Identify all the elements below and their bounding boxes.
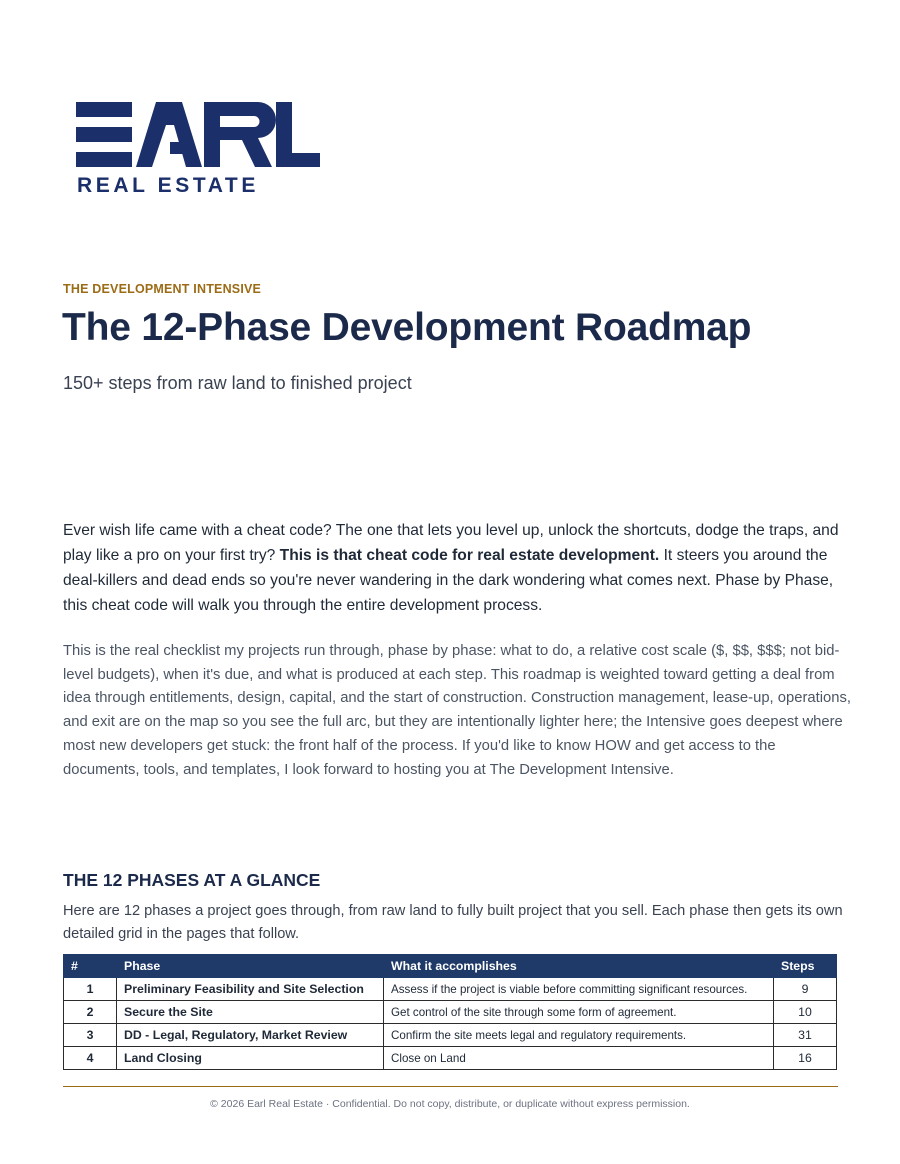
intro-paragraph xyxy=(63,518,853,618)
phase-description: Assess if the project is viable before committing significant resources. xyxy=(384,978,774,1001)
phase-number: 4 xyxy=(64,1047,117,1070)
intro-lead: Ever wish life came with a cheat code? The one that lets you level up, unlock the shortcuts, dodge the traps, and play like a pro on your first try? xyxy=(63,522,839,564)
phase-number: 1 xyxy=(64,978,117,1001)
table-row xyxy=(64,1047,837,1070)
intro-rest: It steers you around the deal-killers and dead ends so you're never wandering in the dark wondering what comes next. Phase by Phase, this cheat code will walk you through the entire development process. xyxy=(63,547,834,614)
header-phase: Phase xyxy=(117,955,384,978)
table-row xyxy=(64,1024,837,1047)
phase-steps: 16 xyxy=(774,1047,837,1070)
phase-description: Confirm the site meets legal and regulatory requirements. xyxy=(384,1024,774,1047)
header-steps: Steps xyxy=(774,955,837,978)
body-paragraph: This is the real checklist my projects run through, phase by phase: what to do, a relative cost scale ($, $$, $$$; not bid-level budgets), when it's due, and what is produced at each step. This roadmap is weighted toward getting a deal from idea through entitlements, design, capital, and the start of construction. Construction management, lease-up, operations, and exit are on the map so you see the full arc, but they are intentionally lighter here; the Intensive goes deepest where most new developers get stuck: the front half of the process. If you'd like to know HOW and get access to the documents, tools, and templates, I look forward to hosting you at The Development Intensive. xyxy=(63,643,851,778)
phases-table xyxy=(63,954,837,1070)
page-title: The 12-Phase Development Roadmap xyxy=(62,306,752,349)
phase-name: Preliminary Feasibility and Site Selection xyxy=(117,978,384,1001)
phase-steps: 31 xyxy=(774,1024,837,1047)
phase-description: Get control of the site through some form of agreement. xyxy=(384,1001,774,1024)
svg-text:REAL ESTATE: REAL ESTATE xyxy=(77,174,259,196)
eyebrow-label: THE DEVELOPMENT INTENSIVE xyxy=(63,282,262,296)
intro-emphasis: This is that cheat code for real estate development. xyxy=(279,547,660,564)
footer-text: © 2026 Earl Real Estate · Confidential. Do not copy, distribute, or duplicate without express permission. xyxy=(210,1098,690,1110)
earl-real-estate-logo xyxy=(76,100,322,201)
header-num: # xyxy=(64,955,117,978)
table-row xyxy=(64,978,837,1001)
phase-description: Close on Land xyxy=(384,1047,774,1070)
footer-divider xyxy=(63,1086,838,1087)
header-what: What it accomplishes xyxy=(384,955,774,978)
section-intro: Here are 12 phases a project goes through, from raw land to fully built project that you sell. Each phase then gets its own detailed grid in the pages that follow. xyxy=(63,903,843,942)
phase-name: Secure the Site xyxy=(117,1001,384,1024)
section-heading: THE 12 PHASES AT A GLANCE xyxy=(63,870,321,890)
phase-name: DD - Legal, Regulatory, Market Review xyxy=(117,1024,384,1047)
phase-number: 3 xyxy=(64,1024,117,1047)
phase-steps: 10 xyxy=(774,1001,837,1024)
page-subtitle: 150+ steps from raw land to finished project xyxy=(63,373,412,393)
phase-name: Land Closing xyxy=(117,1047,384,1070)
table-row xyxy=(64,1001,837,1024)
phase-number: 2 xyxy=(64,1001,117,1024)
phase-steps: 9 xyxy=(774,978,837,1001)
table-header-row xyxy=(64,955,837,978)
